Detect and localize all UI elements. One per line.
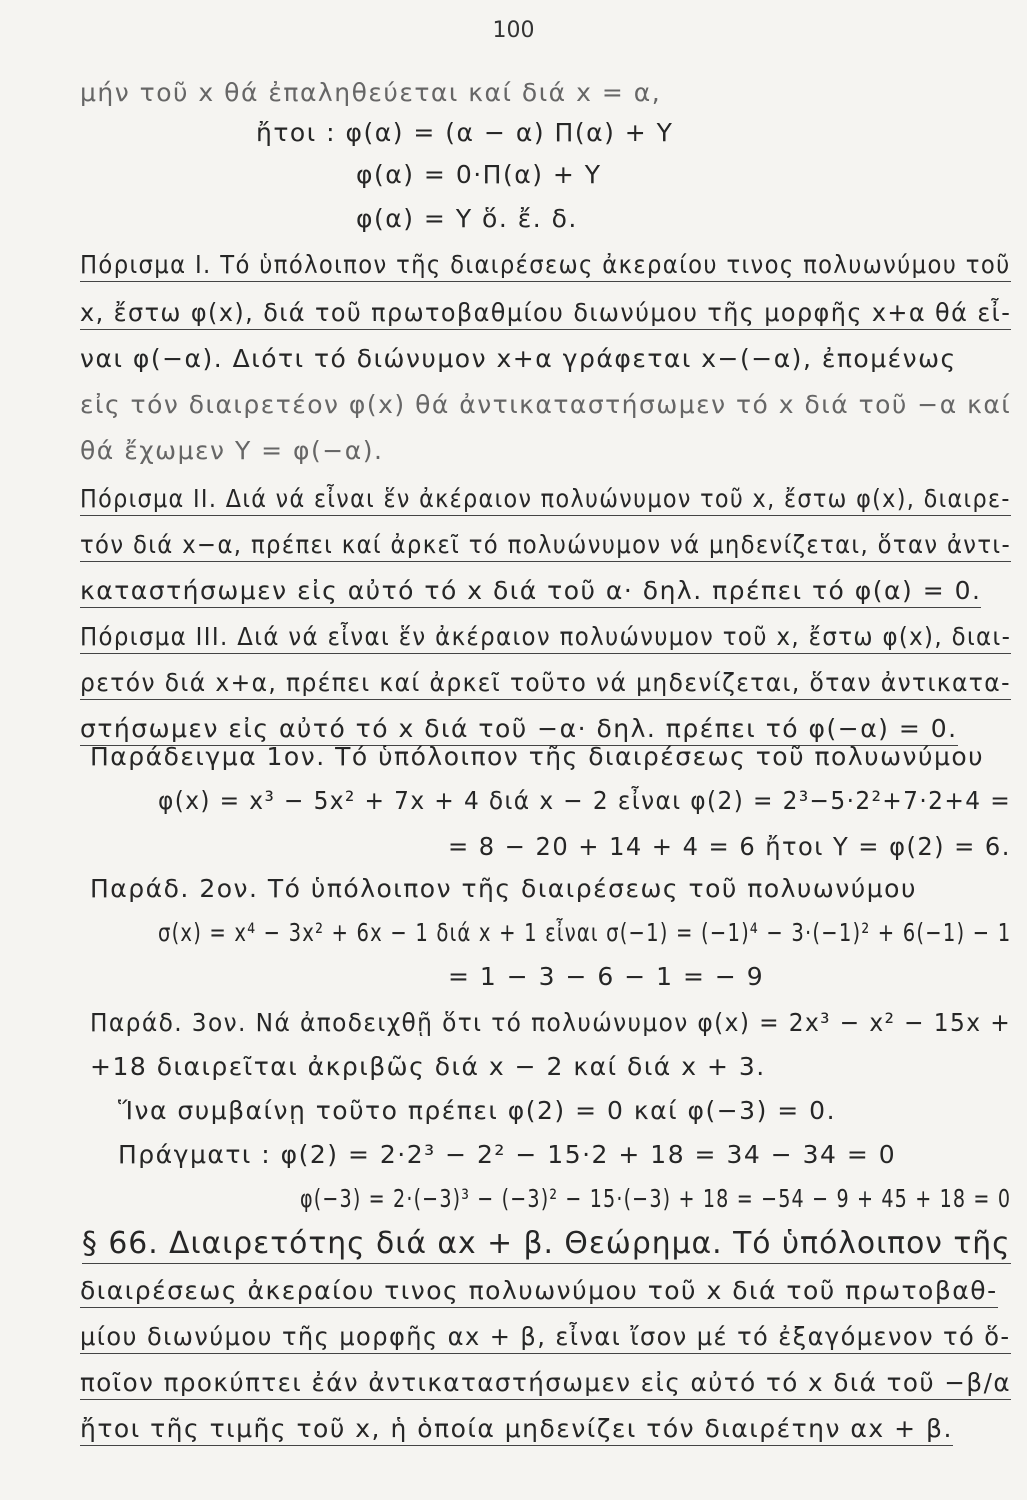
equation-line: ἤτοι : φ(α) = (α − α) Π(α) + Υ: [256, 118, 674, 147]
section-heading-line: § 66. Διαιρετότης διά αx + β. Θεώρημα. Τό ὑπόλοιπον τῆς: [82, 1226, 1011, 1264]
page-number: 100: [492, 18, 535, 43]
text-line: θά ἔχωμεν Υ = φ(−α).: [80, 436, 384, 465]
text-line: στήσωμεν εἰς αὐτό τό x διά τοῦ −α· δηλ. πρέπει τό φ(−α) = 0.: [80, 714, 958, 746]
text-line: εἰς τόν διαιρετέον φ(x) θά ἀντικαταστήσωμεν τό x διά τοῦ −α καί: [80, 390, 1012, 419]
text-line: διαιρέσεως ἀκεραίου τινος πολυωνύμου τοῦ x διά τοῦ πρωτοβαθ-: [80, 1276, 998, 1308]
text-line: μήν τοῦ x θά ἐπαληθεύεται καί διά x = α,: [80, 78, 662, 107]
example-heading-line: Παράδ. 3ον. Νά ἀποδειχθῇ ὅτι τό πολυώνυμον φ(x) = 2x³ − x² − 15x +: [90, 1008, 1012, 1037]
text-line: ναι φ(−α). Διότι τό διώνυμον x+α γράφεται x−(−α), ἐπομένως: [80, 344, 957, 373]
equation-line: σ(x) = x⁴ − 3x² + 6x − 1 διά x + 1 εἶναι σ(−1) = (−1)⁴ − 3·(−1)² + 6(−1) − 1: [158, 918, 1012, 947]
equation-line: φ(x) = x³ − 5x² + 7x + 4 διά x − 2 εἶναι φ(2) = 2³−5·2²+7·2+4 =: [158, 786, 1012, 815]
corollary-heading-line: Πόρισμα I. Τό ὑπόλοιπον τῆς διαιρέσεως ἀκεραίου τινος πολυωνύμου τοῦ: [80, 250, 1011, 282]
corollary-heading-line: Πόρισμα III. Διά νά εἶναι ἕν ἀκέραιον πολυώνυμον τοῦ x, ἔστω φ(x), διαι-: [80, 622, 1011, 654]
text-line: ρετόν διά x+α, πρέπει καί ἀρκεῖ τοῦτο νά μηδενίζεται, ὅταν ἀντικατα-: [80, 668, 1011, 700]
text-line: μίου διωνύμου τῆς μορφῆς αx + β, εἶναι ἴσον μέ τό ἐξαγόμενον τό ὅ-: [80, 1322, 1011, 1354]
text-line: καταστήσωμεν εἰς αὐτό τό x διά τοῦ α· δηλ. πρέπει τό φ(α) = 0.: [80, 576, 981, 608]
corollary-heading-line: Πόρισμα II. Διά νά εἶναι ἕν ἀκέραιον πολυώνυμον τοῦ x, ἔστω φ(x), διαιρε-: [80, 484, 1011, 516]
equation-line: = 8 − 20 + 14 + 4 = 6 ἤτοι Υ = φ(2) = 6.: [448, 832, 1011, 861]
text-line: Ἵνα συμβαίνῃ τοῦτο πρέπει φ(2) = 0 καί φ(−3) = 0.: [118, 1096, 837, 1125]
equation-line: Πράγματι : φ(2) = 2·2³ − 2² − 15·2 + 18 = 34 − 34 = 0: [118, 1140, 897, 1169]
equation-line: = 1 − 3 − 6 − 1 = − 9: [448, 962, 765, 991]
text-line: τόν διά x−α, πρέπει καί ἀρκεῖ τό πολυώνυμον νά μηδενίζεται, ὅταν ἀντι-: [80, 530, 1011, 562]
text-line: +18 διαιρεῖται ἀκριβῶς διά x − 2 καί διά x + 3.: [90, 1052, 766, 1081]
equation-line: φ(α) = Υ ὅ. ἔ. δ.: [356, 204, 578, 233]
text-line: ποῖον προκύπτει ἐάν ἀντικαταστήσωμεν εἰς αὐτό τό x διά τοῦ −β/α: [80, 1368, 1011, 1400]
equation-line: φ(α) = 0·Π(α) + Υ: [356, 160, 602, 189]
example-heading-line: Παράδειγμα 1ον. Τό ὑπόλοιπον τῆς διαιρέσεως τοῦ πολυωνύμου: [90, 742, 985, 771]
text-line: x, ἔστω φ(x), διά τοῦ πρωτοβαθμίου διωνύμου τῆς μορφῆς x+α θά εἶ-: [80, 298, 1011, 330]
text-line: ἤτοι τῆς τιμῆς τοῦ x, ἡ ὁποία μηδενίζει τόν διαιρέτην αx + β.: [80, 1414, 953, 1446]
equation-line: φ(−3) = 2·(−3)³ − (−3)² − 15·(−3) + 18 = −54 − 9 + 45 + 18 = 0: [300, 1184, 1012, 1213]
example-heading-line: Παράδ. 2ον. Τό ὑπόλοιπον τῆς διαιρέσεως τοῦ πολυωνύμου: [90, 874, 917, 903]
